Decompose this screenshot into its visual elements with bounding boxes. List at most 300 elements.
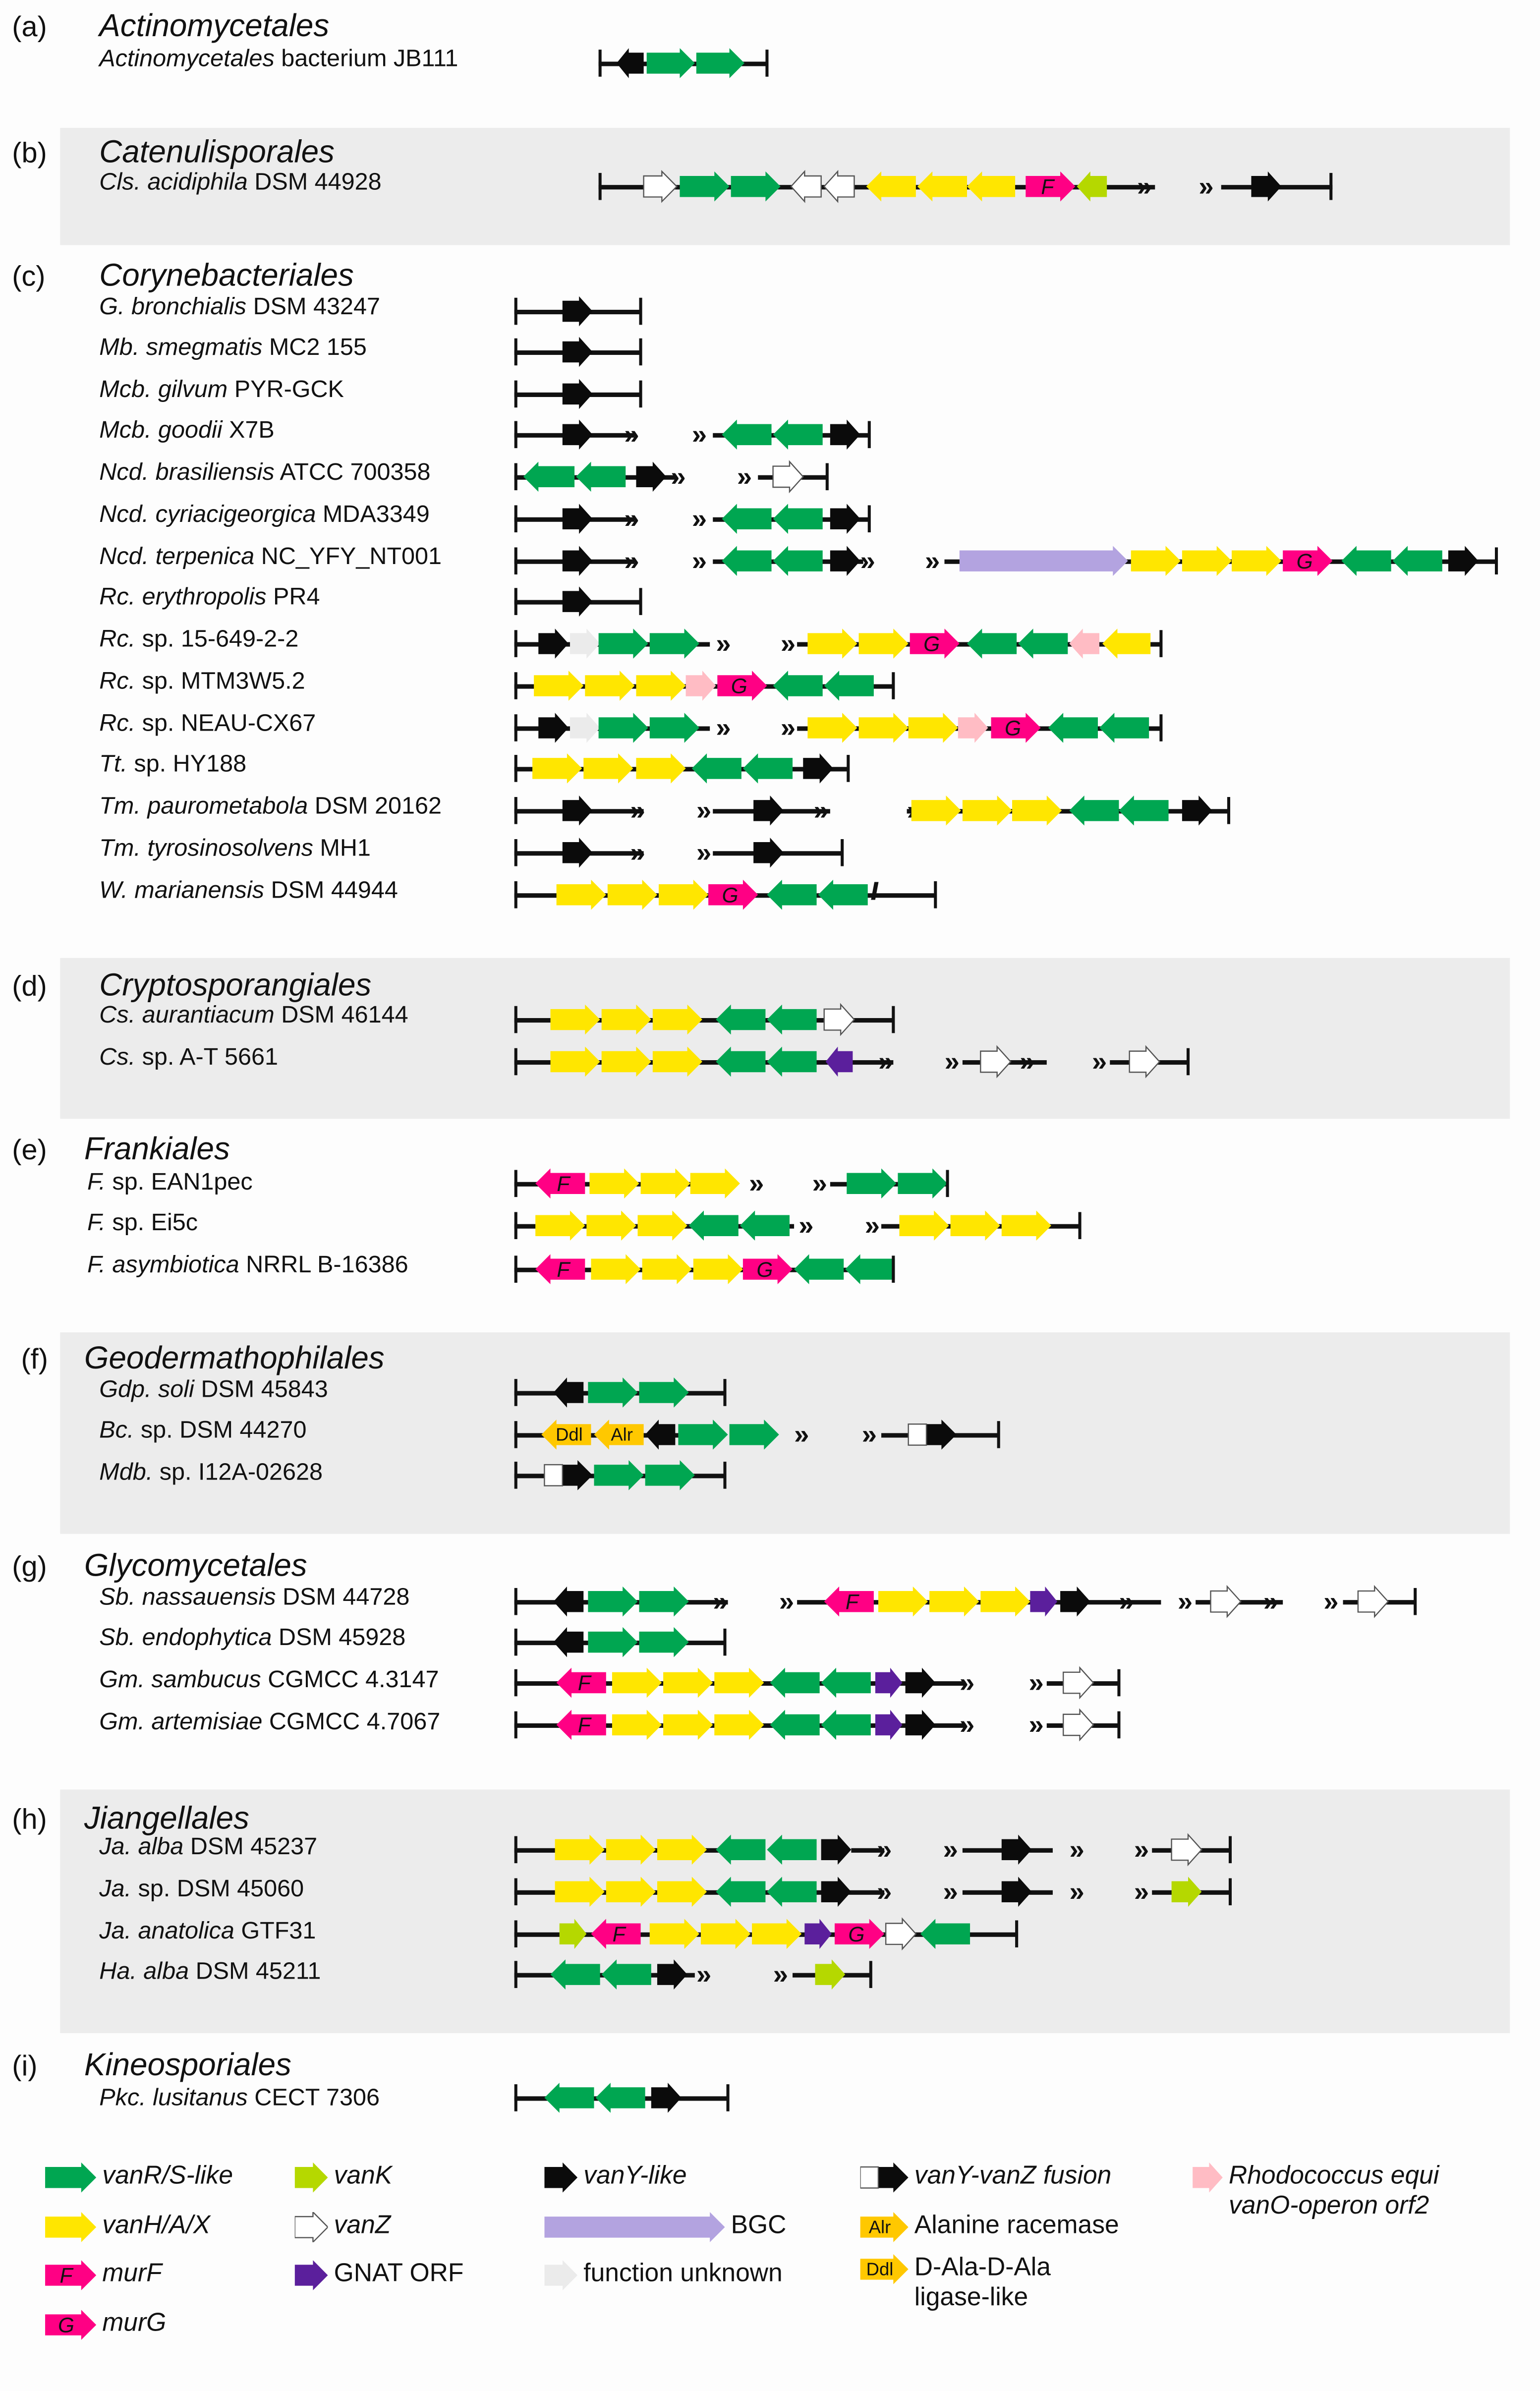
organism-genus: Rc.	[99, 627, 136, 653]
sequence-break-icon: »	[876, 1877, 888, 1907]
sequence-break-icon: »	[943, 1877, 954, 1907]
gene-arrow-murG	[708, 880, 758, 910]
section-letter: (c)	[12, 261, 46, 293]
locus-end-bar	[869, 1961, 872, 1988]
gene-label: Alr	[611, 1424, 633, 1445]
gene-arrow-vanHAX	[663, 1668, 713, 1698]
legend-swatch-icon	[860, 2163, 909, 2193]
gene-arrow-vanY	[821, 1834, 852, 1865]
organism-f-0-gene-track	[0, 1374, 1540, 1411]
gene-arrow-vanK	[815, 1959, 846, 1990]
sequence-break-icon: »	[1177, 1586, 1189, 1617]
gene-label: G	[1296, 549, 1313, 573]
gene-arrow-vanRS	[794, 1254, 844, 1284]
organism-h-2-gene-track	[0, 1916, 1540, 1952]
legend-swatch-icon	[45, 2163, 96, 2193]
organism-strain: GTF31	[234, 1919, 316, 1944]
organism-strain: MC2 155	[262, 335, 367, 361]
sequence-break-icon: »	[696, 837, 707, 868]
legend-swatch-icon	[295, 2163, 328, 2193]
organism-genus: Gm. sambucus	[99, 1667, 261, 1694]
organism-strain: CECT 7306	[247, 2086, 380, 2111]
contig-gap-icon: ///	[870, 879, 873, 906]
sequence-break-icon: »	[794, 1420, 805, 1450]
gene-arrow-vanRS	[716, 1005, 765, 1035]
gene-arrow-vanRS	[920, 1919, 970, 1949]
legend-label-text: Rhodococcus equi	[1228, 2161, 1439, 2190]
gene-label: F	[577, 1670, 591, 1695]
gene-arrow-vanRS	[967, 628, 1017, 659]
gene-label: G	[848, 1922, 865, 1946]
organism-genus: Mcb. gilvum	[99, 377, 228, 403]
organism-genus: Tt.	[99, 752, 127, 778]
gene-arrow-vanHAX	[714, 1710, 764, 1740]
organism-c-14-gene-track	[0, 877, 1540, 913]
gene-arrow-vanY	[563, 586, 593, 617]
section-title: Cryptosporangiales	[99, 968, 372, 1003]
gene-arrow-vanHAX	[606, 1877, 656, 1907]
gene-arrow-vanRS	[602, 1959, 651, 1990]
sequence-break-icon: »	[1028, 1667, 1039, 1698]
gene-arrow-vanHAX	[690, 1168, 740, 1198]
locus-end-bar	[639, 588, 642, 615]
legend-glyph: G	[57, 2313, 75, 2337]
organism-strain: DSM 45237	[183, 1834, 318, 1861]
gene-arrow-vanRS	[645, 1460, 695, 1490]
sequence-break-icon: »	[1020, 1046, 1030, 1077]
gene-arrow-vanY	[554, 1627, 584, 1657]
legend-label-text-2: vanO-operon orf2	[1228, 2191, 1429, 2220]
organism-genus: Mb. smegmatis	[99, 335, 263, 361]
organism-genus: Tm. tyrosinosolvens	[99, 836, 313, 862]
gene-arrow-vanZ	[824, 1005, 855, 1035]
gene-arrow-vanRS	[1099, 713, 1149, 743]
gene-arrow-vanRS	[716, 1834, 765, 1865]
gene-arrow-vanHAX	[917, 171, 967, 202]
gene-arrow-vanHAX	[1232, 546, 1281, 576]
organism-strain: sp. I12A-02628	[153, 1460, 323, 1486]
organism-c-7-gene-track	[0, 583, 1540, 620]
legend-label-text: GNAT ORF	[334, 2259, 464, 2287]
legend-swatch-icon	[45, 2260, 96, 2290]
organism-genus: Ncd. cyriacigeorgica	[99, 502, 316, 528]
gene-arrow-orf2	[686, 671, 716, 701]
gene-arrow-vanHAX	[591, 1254, 640, 1284]
legend-label-text: vanY-like	[583, 2161, 687, 2190]
gene-arrow-fusion	[909, 1420, 957, 1450]
gene-arrow-vanHAX	[663, 1710, 713, 1740]
locus-end-bar	[826, 463, 829, 490]
gene-arrow-vanHAX	[555, 1877, 605, 1907]
organism-strain: sp. DSM 44270	[134, 1418, 307, 1444]
legend-swatch-icon	[45, 2310, 96, 2340]
gene-arrow-vanRS	[821, 1668, 871, 1698]
locus-end-bar	[892, 1255, 895, 1283]
gene-arrow-vanRS	[594, 1460, 644, 1490]
organism-c-6-gene-track	[0, 543, 1540, 579]
locus-end-bar	[639, 298, 642, 325]
gene-arrow-vanHAX	[653, 1005, 702, 1035]
legend-label	[102, 2161, 233, 2191]
sequence-break-icon: »	[944, 1046, 955, 1077]
organism-strain: DSM 45843	[194, 1377, 328, 1403]
legend-swatch-icon	[1193, 2163, 1223, 2193]
sequence-break-icon: »	[1134, 1834, 1145, 1865]
organism-h-3-gene-track	[0, 1956, 1540, 1992]
gene-arrow-vanHAX	[899, 1210, 949, 1241]
gene-arrow-vanY	[830, 546, 860, 576]
gene-arrow-vanRS	[599, 628, 648, 659]
gene-arrow-vanRS	[743, 753, 793, 784]
locus-end-bar	[841, 839, 844, 866]
gene-arrow-vanRS	[722, 546, 771, 576]
sequence-break-icon: »	[959, 1667, 970, 1698]
sequence-break-icon: »	[876, 1834, 888, 1865]
organism-strain: DSM 44944	[264, 878, 398, 904]
legend-label-text: D-Ala-D-Ala	[914, 2252, 1051, 2281]
organism-e-0-gene-track	[0, 1165, 1540, 1201]
sequence-break-icon: »	[779, 1586, 790, 1617]
gene-arrow-vanY	[657, 1959, 687, 1990]
sequence-break-icon: »	[1198, 171, 1209, 202]
gene-arrow-vanZ	[1358, 1587, 1388, 1617]
gene-arrow-vanZ	[1211, 1587, 1241, 1617]
organism-strain: bacterium JB111	[274, 47, 458, 72]
gene-arrow-vanRS	[716, 1877, 765, 1907]
gene-label: F	[1041, 174, 1054, 199]
locus-end-bar	[1227, 797, 1230, 824]
gene-arrow-vanHAX	[586, 1210, 636, 1241]
gene-arrow-vanZ	[980, 1047, 1011, 1077]
gene-arrow-vanHAX	[638, 1210, 687, 1241]
sequence-break-icon: »	[624, 419, 635, 450]
gene-arrow-unknown	[570, 628, 600, 659]
legend-label	[583, 2161, 686, 2191]
organism-d-0-gene-track	[0, 1002, 1540, 1038]
organism-g-0-gene-track	[0, 1584, 1540, 1620]
gene-arrow-vanY	[554, 1377, 584, 1408]
gene-arrow-vanRS	[818, 880, 868, 910]
organism-genus: Rc.	[99, 669, 136, 695]
organism-strain: X7B	[222, 418, 275, 444]
locus-end-bar	[847, 755, 850, 782]
gene-arrow-gnat	[1030, 1587, 1057, 1617]
sequence-break-icon: »	[630, 837, 641, 868]
gene-arrow-vanHAX	[693, 1254, 743, 1284]
locus-end-bar	[1414, 1588, 1417, 1615]
gene-arrow-vanY	[1182, 796, 1212, 826]
locus-end-bar	[727, 2084, 730, 2111]
gene-arrow-gnat	[875, 1710, 903, 1740]
organism-c-2-gene-track	[0, 376, 1540, 412]
sequence-break-icon: »	[716, 713, 727, 743]
gene-arrow-murG	[1283, 546, 1332, 576]
gene-arrow-murG	[835, 1919, 884, 1949]
organism-genus: Cls. acidiphila	[99, 170, 248, 196]
locus-end-bar	[1229, 1836, 1232, 1864]
gene-arrow-vanRS	[596, 2083, 645, 2113]
gene-arrow-vanHAX	[859, 628, 909, 659]
gene-arrow-vanHAX	[534, 671, 583, 701]
gene-arrow-vanRS	[544, 2083, 594, 2113]
gene-arrow-vanRS	[770, 1710, 820, 1740]
legend-label	[731, 2211, 787, 2241]
section-letter: (i)	[12, 2051, 38, 2083]
gene-arrow-vanRS	[821, 1710, 871, 1740]
section-letter: (b)	[12, 138, 47, 170]
gene-arrow-vanY	[821, 1877, 852, 1907]
gene-arrow-vanRS	[716, 1047, 765, 1077]
locus-end-bar	[1015, 1920, 1018, 1947]
gene-arrow-vanK	[1172, 1877, 1202, 1907]
gene-label: G	[722, 882, 739, 907]
legend-label-text: vanR/S-like	[102, 2161, 233, 2190]
sequence-break-icon: »	[943, 1834, 954, 1865]
locus-end-bar	[1117, 1711, 1120, 1739]
gene-arrow-vanHAX	[551, 1005, 600, 1035]
gene-arrow-vanZ	[773, 461, 803, 492]
sequence-break-icon: »	[624, 546, 635, 576]
gene-arrow-vanHAX	[659, 880, 708, 910]
organism-strain: CGMCC 4.7067	[262, 1709, 441, 1736]
gene-arrow-vanY	[1002, 1877, 1032, 1907]
gene-arrow-ddl	[541, 1420, 591, 1450]
gene-arrow-murG	[910, 628, 960, 659]
gene-arrow-vanRS	[599, 713, 648, 743]
locus-end-bar	[1159, 630, 1162, 657]
legend-swatch-icon	[295, 2260, 328, 2290]
gene-arrow-vanHAX	[807, 628, 857, 659]
organism-genus: Gm. artemisiae	[99, 1709, 263, 1736]
organism-genus: Ja.	[99, 1877, 132, 1903]
locus-end-bar	[946, 1170, 949, 1197]
organism-c-8-gene-track	[0, 626, 1540, 662]
section-letter: (d)	[12, 971, 47, 1003]
section-letter: (a)	[12, 12, 47, 44]
organism-strain: DSM 44928	[247, 170, 382, 196]
gene-arrow-vanHAX	[612, 1668, 662, 1698]
gene-arrow-vanHAX	[980, 1587, 1030, 1617]
gene-arrow-vanRS	[650, 713, 699, 743]
gene-arrow-vanY	[563, 337, 593, 367]
gene-arrow-vanRS	[847, 1168, 896, 1198]
sequence-break-icon: »	[959, 1709, 970, 1740]
gene-arrow-murF	[1026, 171, 1075, 202]
sequence-break-icon: »	[1137, 171, 1148, 202]
gene-arrow-vanRS	[639, 1627, 689, 1657]
legend-label	[914, 2161, 1112, 2191]
gene-arrow-vanHAX	[912, 796, 961, 826]
gene-arrow-vanY	[554, 1587, 584, 1617]
gene-arrow-vanHAX	[612, 1710, 662, 1740]
sequence-break-icon: »	[1323, 1586, 1334, 1617]
sequence-break-icon: »	[691, 419, 703, 450]
locus-end-bar	[723, 1462, 726, 1489]
gene-arrow-vanHAX	[657, 1877, 707, 1907]
gene-arrow-vanRS	[1119, 796, 1168, 826]
organism-c-1-gene-track	[0, 334, 1540, 370]
organism-strain: DSM 45928	[272, 1625, 406, 1651]
organism-genus: Actinomycetales	[99, 47, 275, 72]
gene-arrow-vanRS	[722, 419, 771, 450]
gene-arrow-vanRS	[731, 171, 781, 202]
organism-genus: W. marianensis	[99, 878, 264, 904]
sequence-break-icon: »	[860, 546, 871, 576]
organism-c-12-gene-track	[0, 793, 1540, 829]
organism-genus: Ncd. brasiliensis	[99, 460, 275, 486]
gene-arrow-vanZ	[1063, 1710, 1093, 1740]
sequence-break-icon: »	[1134, 1877, 1145, 1907]
sequence-break-icon: »	[1069, 1834, 1080, 1865]
organism-genus: Cs. aurantiacum	[99, 1003, 275, 1029]
legend-swatch-icon	[544, 2260, 577, 2290]
gene-arrow-vanRS	[639, 1377, 689, 1408]
gene-arrow-vanRS	[773, 671, 823, 701]
locus-end-bar	[765, 50, 768, 77]
organism-strain: NC_YFY_NT001	[254, 544, 442, 570]
organism-genus: Ja. alba	[99, 1834, 184, 1861]
gene-arrow-vanY	[830, 504, 860, 534]
legend-label	[102, 2308, 166, 2338]
gene-arrow-vanRS	[647, 48, 695, 78]
sequence-break-icon: »	[1119, 1586, 1130, 1617]
gene-arrow-orf2	[958, 713, 988, 743]
organism-genus: Tm. paurometabola	[99, 794, 308, 820]
gene-arrow-vanRS	[576, 461, 626, 492]
gene-arrow-murG	[991, 713, 1041, 743]
gene-arrow-vanRS	[824, 671, 874, 701]
organism-a-0-gene-track	[0, 45, 1540, 81]
gene-arrow-vanHAX	[650, 1919, 699, 1949]
gene-label: F	[577, 1712, 591, 1737]
gene-arrow-vanRS	[767, 1005, 816, 1035]
section-title: Geodermathophilales	[84, 1341, 385, 1376]
legend-glyph: F	[59, 2263, 73, 2287]
gene-arrow-vanZ	[1130, 1047, 1160, 1077]
gene-arrow-vanY	[563, 379, 593, 409]
organism-strain: NRRL B-16386	[239, 1252, 408, 1278]
section-letter: (e)	[12, 1135, 47, 1167]
gene-arrow-gnat	[826, 1047, 853, 1077]
sequence-break-icon: »	[780, 628, 792, 659]
gene-arrow-vanHAX	[714, 1668, 764, 1698]
organism-genus: Bc.	[99, 1418, 134, 1444]
gene-arrow-vanRS	[1048, 713, 1098, 743]
organism-strain: ATCC 700358	[274, 460, 431, 486]
gene-arrow-vanRS	[650, 628, 699, 659]
sequence-break-icon: »	[1263, 1586, 1274, 1617]
gene-arrow-vanHAX	[636, 753, 685, 784]
gene-arrow-murF	[824, 1587, 874, 1617]
gene-arrow-vanHAX	[929, 1587, 979, 1617]
gene-arrow-vanY	[538, 713, 569, 743]
organism-h-1-gene-track	[0, 1874, 1540, 1910]
gene-arrow-vanHAX	[642, 1254, 692, 1284]
gene-arrow-vanRS	[730, 1420, 779, 1450]
organism-strain: CGMCC 4.3147	[261, 1667, 439, 1694]
organism-genus: Sb. nassauensis	[99, 1585, 276, 1611]
gene-arrow-vanRS	[588, 1627, 637, 1657]
organism-c-3-gene-track	[0, 416, 1540, 453]
gene-arrow-vanRS	[689, 1210, 739, 1241]
organism-e-1-gene-track	[0, 1207, 1540, 1244]
organism-c-13-gene-track	[0, 835, 1540, 871]
gene-arrow-vanY	[1448, 546, 1479, 576]
legend-label	[583, 2259, 783, 2289]
locus-end-bar	[639, 339, 642, 366]
gene-arrow-gnat	[875, 1668, 903, 1698]
organism-g-2-gene-track	[0, 1665, 1540, 1701]
legend-label	[334, 2211, 391, 2241]
gene-arrow-vanK	[560, 1919, 587, 1949]
gene-arrow-vanHAX	[641, 1168, 690, 1198]
organism-genus: F.	[87, 1210, 106, 1236]
section-title: Corynebacteriales	[99, 258, 354, 293]
gene-arrow-vanHAX	[602, 1047, 651, 1077]
gene-arrow-vanZ	[644, 171, 677, 202]
gene-label: Ddl	[556, 1424, 583, 1445]
gene-arrow-murF	[591, 1919, 640, 1949]
organism-strain: DSM 46144	[274, 1003, 408, 1029]
gene-arrow-vanRS	[770, 1668, 820, 1698]
gene-arrow-vanHAX	[555, 1834, 605, 1865]
gene-arrow-vanHAX	[602, 1005, 651, 1035]
gene-arrow-vanHAX	[859, 713, 909, 743]
gene-arrow-vanY	[753, 838, 784, 868]
gene-label: F	[612, 1922, 626, 1946]
gene-arrow-vanRS	[767, 880, 816, 910]
gene-arrow-vanRS	[551, 1959, 600, 1990]
gene-arrow-vanHAX	[807, 713, 857, 743]
gene-arrow-vanY	[538, 628, 569, 659]
organism-f-2-gene-track	[0, 1457, 1540, 1493]
organism-genus: Sb. endophytica	[99, 1625, 272, 1651]
organism-strain: MDA3349	[316, 502, 430, 528]
gene-arrow-vanRS	[722, 504, 771, 534]
legend-swatch-icon	[544, 2212, 725, 2242]
gene-arrow-vanHAX	[866, 171, 916, 202]
gene-arrow-vanHAX	[636, 671, 685, 701]
legend-label-text: vanH/A/X	[102, 2210, 211, 2239]
section-title: Kineosporiales	[84, 2048, 291, 2083]
gene-arrow-vanRS	[588, 1587, 637, 1617]
sequence-break-icon: »	[713, 1586, 724, 1617]
sequence-break-icon: »	[878, 1046, 889, 1077]
locus-end-bar	[723, 1629, 726, 1656]
gene-arrow-vanRS	[1069, 796, 1119, 826]
organism-strain: PYR-GCK	[228, 377, 344, 403]
gene-arrow-murF	[535, 1254, 585, 1284]
gene-arrow-vanRS	[696, 48, 744, 78]
gene-arrow-vanY	[753, 796, 784, 826]
gene-arrow-vanHAX	[551, 1047, 600, 1077]
gene-arrow-vanHAX	[1012, 796, 1062, 826]
legend-swatch-icon	[860, 2212, 909, 2242]
organism-genus: Cs.	[99, 1045, 136, 1071]
locus-end-bar	[1079, 1212, 1082, 1239]
gene-arrow-vanY	[1060, 1587, 1090, 1617]
gene-arrow-vanRS	[773, 419, 823, 450]
organism-genus: Gdp. soli	[99, 1377, 194, 1403]
gene-arrow-murG	[743, 1254, 793, 1284]
gene-arrow-vanHAX	[878, 1587, 928, 1617]
gene-arrow-vanHAX	[909, 713, 958, 743]
gene-label: G	[1004, 716, 1022, 740]
organism-strain: DSM 20162	[308, 794, 442, 820]
legend-glyph: Ddl	[866, 2259, 894, 2280]
section-letter: (g)	[12, 1552, 47, 1584]
gene-arrow-vanY	[563, 296, 593, 327]
